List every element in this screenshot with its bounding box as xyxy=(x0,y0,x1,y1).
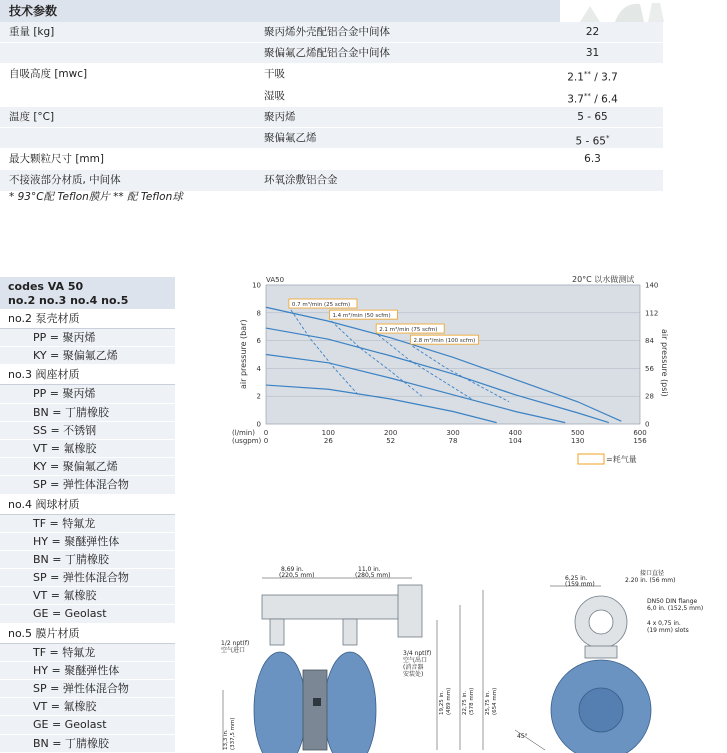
codes-item: HY = 聚醚弹性体 xyxy=(0,662,175,680)
height-3-mm: (654 mm) xyxy=(492,687,498,715)
spec-condition: 湿吸 xyxy=(264,89,285,102)
x-tick-label-usgpm: 130 xyxy=(570,437,585,445)
codes-title: codes VA 50 xyxy=(8,280,84,293)
x-tick-label: 0 xyxy=(263,429,269,437)
y-tick-label: 0 xyxy=(256,420,261,429)
angle-label: 45° xyxy=(517,733,528,740)
dim-b-mm: (280,5 mm) xyxy=(355,572,391,579)
y-tick-label-psi: 56 xyxy=(645,364,654,373)
y-tick-label: 8 xyxy=(256,309,261,318)
codes-subtitle: no.2 no.3 no.4 no.5 xyxy=(8,294,129,307)
spec-row xyxy=(0,149,663,170)
codes-item: HY = 聚醚弹性体 xyxy=(0,533,175,551)
air-inlet-label: 空气进口 xyxy=(221,647,246,654)
x-tick-label: 500 xyxy=(570,429,585,437)
pump-dimension-drawings xyxy=(215,560,727,750)
y-tick-label: 10 xyxy=(252,281,261,290)
spec-row xyxy=(0,43,663,64)
spec-row xyxy=(0,86,663,107)
codes-group-title: no.5 膜片材质 xyxy=(0,624,175,644)
y-tick-label: 4 xyxy=(256,364,261,373)
air-outlet-spec: 3/4 npt(f) xyxy=(403,650,432,657)
codes-item: SP = 弹性体混合物 xyxy=(0,569,175,587)
codes-group-title: no.2 泵壳材质 xyxy=(0,309,175,329)
performance-chart xyxy=(228,274,668,474)
port-size-value: 2.20 in. (56 mm) xyxy=(625,577,676,584)
air-consumption-label-1: 0.7 m³/min (25 scfm) xyxy=(291,302,351,309)
x-unit-lmin: (l/min) xyxy=(232,429,255,437)
x-tick-label: 400 xyxy=(508,429,523,437)
spec-table xyxy=(0,0,663,192)
y-axis-label: air pressure (bar) xyxy=(239,319,248,389)
legend-swatch xyxy=(578,454,604,464)
front-view-drawing xyxy=(223,578,483,753)
spec-row xyxy=(0,64,663,85)
x-tick-label: 200 xyxy=(383,429,398,437)
spec-param: 自吸高度 [mwc] xyxy=(9,68,88,81)
spec-condition: 干吸 xyxy=(264,68,285,81)
air-inlet-spec: 1/2 npt(f) xyxy=(221,640,250,647)
spec-value: 5 - 65 xyxy=(577,110,608,123)
spec-condition: 聚偏氟乙烯配铝合金中间体 xyxy=(264,47,390,60)
x-tick-label: 100 xyxy=(321,429,336,437)
spec-row xyxy=(0,107,663,128)
spec-value-alt: / 6.4 xyxy=(590,93,618,106)
dim-a: 8,69 in. xyxy=(281,566,304,573)
dim-b: 11,0 in. xyxy=(358,566,381,573)
air-consumption-label-4: 2.8 m³/min (100 scfm) xyxy=(413,338,476,345)
codes-item: PP = 聚丙烯 xyxy=(0,329,175,347)
spec-value-alt: / 3.7 xyxy=(590,71,618,84)
y-tick-label-psi: 140 xyxy=(645,281,659,290)
codes-group-title: no.4 阀球材质 xyxy=(0,495,175,515)
air-outlet-note-2: 安装处) xyxy=(403,671,424,678)
product-image-fragment xyxy=(560,0,680,22)
y-axis-label-right: air pressure (psi) xyxy=(660,329,669,397)
codes-item: VT = 氟橡胶 xyxy=(0,587,175,605)
spec-value: 6.3 xyxy=(584,153,601,166)
slot-value: (19 mm) slots xyxy=(647,627,689,634)
x-tick-label-usgpm: 0 xyxy=(263,437,269,445)
x-tick-label: 600 xyxy=(633,429,647,437)
spec-value xyxy=(520,86,665,110)
codes-item: VT = 氟橡胶 xyxy=(0,698,175,716)
dim-a-mm: (220,5 mm) xyxy=(279,572,315,579)
codes-header xyxy=(0,277,175,309)
spec-rows xyxy=(0,22,663,192)
x-tick-label-usgpm: 26 xyxy=(323,437,333,445)
port-size-label: 接口直径 xyxy=(640,570,665,577)
spec-row xyxy=(0,22,663,43)
height-left-mm: (337,5 mm) xyxy=(230,717,236,750)
flange-value: 6,0 in. (152,5 mm) xyxy=(647,605,704,612)
side-width-mm: (159 mm) xyxy=(565,581,595,588)
y-tick-label-psi: 84 xyxy=(645,337,654,346)
slot-label: 4 x 0,75 in. xyxy=(647,620,681,627)
codes-item: KY = 聚偏氟乙烯 xyxy=(0,458,175,476)
spec-param: 重量 [kg] xyxy=(9,26,55,38)
air-consumption-label-2: 1.4 m³/min (50 scfm) xyxy=(332,313,391,320)
spec-value-main: 5 - 65 xyxy=(575,135,606,148)
spec-value-main: 3.7 xyxy=(567,93,584,106)
air-outlet-note-1: (消音器 xyxy=(403,664,424,671)
side-view-drawing xyxy=(515,586,651,753)
x-tick-label-usgpm: 52 xyxy=(386,437,396,445)
spec-footnote: * 93°C配 Teflon膜片 ** 配 Teflon球 xyxy=(9,191,183,203)
codes-item: SS = 不锈钢 xyxy=(0,422,175,440)
y-tick-label: 6 xyxy=(256,337,261,346)
x-tick-label-usgpm: 78 xyxy=(448,437,458,445)
codes-group-title: no.3 阀座材质 xyxy=(0,365,175,385)
legend-label: =耗气量 xyxy=(606,455,637,464)
codes-item: GE = Geolast xyxy=(0,716,175,734)
codes-item: GE = Geolast xyxy=(0,605,175,623)
codes-item: SP = 弹性体混合物 xyxy=(0,680,175,698)
codes-item: TF = 特氟龙 xyxy=(0,644,175,662)
spec-header: 技术参数 xyxy=(0,0,663,22)
codes-item: BN = 丁腈橡胶 xyxy=(0,404,175,422)
spec-condition: 环氧涂敷铝合金 xyxy=(264,174,338,187)
side-width: 6,25 in. xyxy=(565,575,588,582)
height-left: 13,3 in. xyxy=(223,729,229,750)
air-consumption-label-3: 2.1 m³/min (75 scfm) xyxy=(379,327,438,334)
codes-item: BN = 丁腈橡胶 xyxy=(0,551,175,569)
codes-item: BN = 丁腈橡胶 xyxy=(0,735,175,753)
x-unit-usgpm: (usgpm) xyxy=(232,437,262,445)
spec-param: 温度 [°C] xyxy=(9,110,55,123)
spec-value-note: ** xyxy=(583,91,591,100)
spec-row xyxy=(0,128,663,149)
spec-condition: 聚丙烯 xyxy=(264,110,296,123)
codes-list xyxy=(0,277,175,753)
spec-value-note: ** xyxy=(583,70,591,79)
codes-groups xyxy=(0,309,175,753)
x-tick-label-usgpm: 104 xyxy=(508,437,523,445)
air-outlet-label: 空气出口 xyxy=(403,657,428,664)
height-3: 25,75 in. xyxy=(485,690,491,715)
chart-subtitle: 20°C 以水做测试 xyxy=(572,275,635,284)
spec-value: 22 xyxy=(585,26,600,38)
spec-condition: 聚偏氟乙烯 xyxy=(264,131,317,144)
codes-item: VT = 氟橡胶 xyxy=(0,440,175,458)
spec-param: 不接液部分材质, 中间体 xyxy=(9,174,121,187)
flange-label: DN50 DIN flange xyxy=(647,598,698,605)
height-1-mm: (489 mm) xyxy=(446,687,452,715)
y-tick-label-psi: 0 xyxy=(645,420,650,429)
spec-value xyxy=(520,64,665,88)
spec-condition: 聚丙烯外壳配铝合金中间体 xyxy=(264,26,390,38)
y-tick-label: 2 xyxy=(256,392,261,401)
codes-item: PP = 聚丙烯 xyxy=(0,385,175,403)
x-tick-label: 300 xyxy=(446,429,460,437)
codes-item: TF = 特氟龙 xyxy=(0,515,175,533)
spec-param: 最大颗粒尺寸 [mm] xyxy=(9,153,104,166)
height-2: 22,75 in. xyxy=(462,690,468,715)
x-tick-label-usgpm: 156 xyxy=(633,437,647,445)
codes-item: SP = 弹性体混合物 xyxy=(0,476,175,494)
y-tick-label-psi: 28 xyxy=(645,392,654,401)
height-2-mm: (578 mm) xyxy=(469,687,475,715)
spec-value: 31 xyxy=(585,47,600,60)
spec-value-main: 2.1 xyxy=(567,71,584,84)
spec-value-note: * xyxy=(606,133,610,142)
chart-title: VA50 xyxy=(266,276,285,284)
spec-value xyxy=(520,128,665,152)
y-tick-label-psi: 112 xyxy=(645,309,659,318)
height-1: 19,25 in. xyxy=(439,690,445,715)
codes-item: KY = 聚偏氟乙烯 xyxy=(0,347,175,365)
